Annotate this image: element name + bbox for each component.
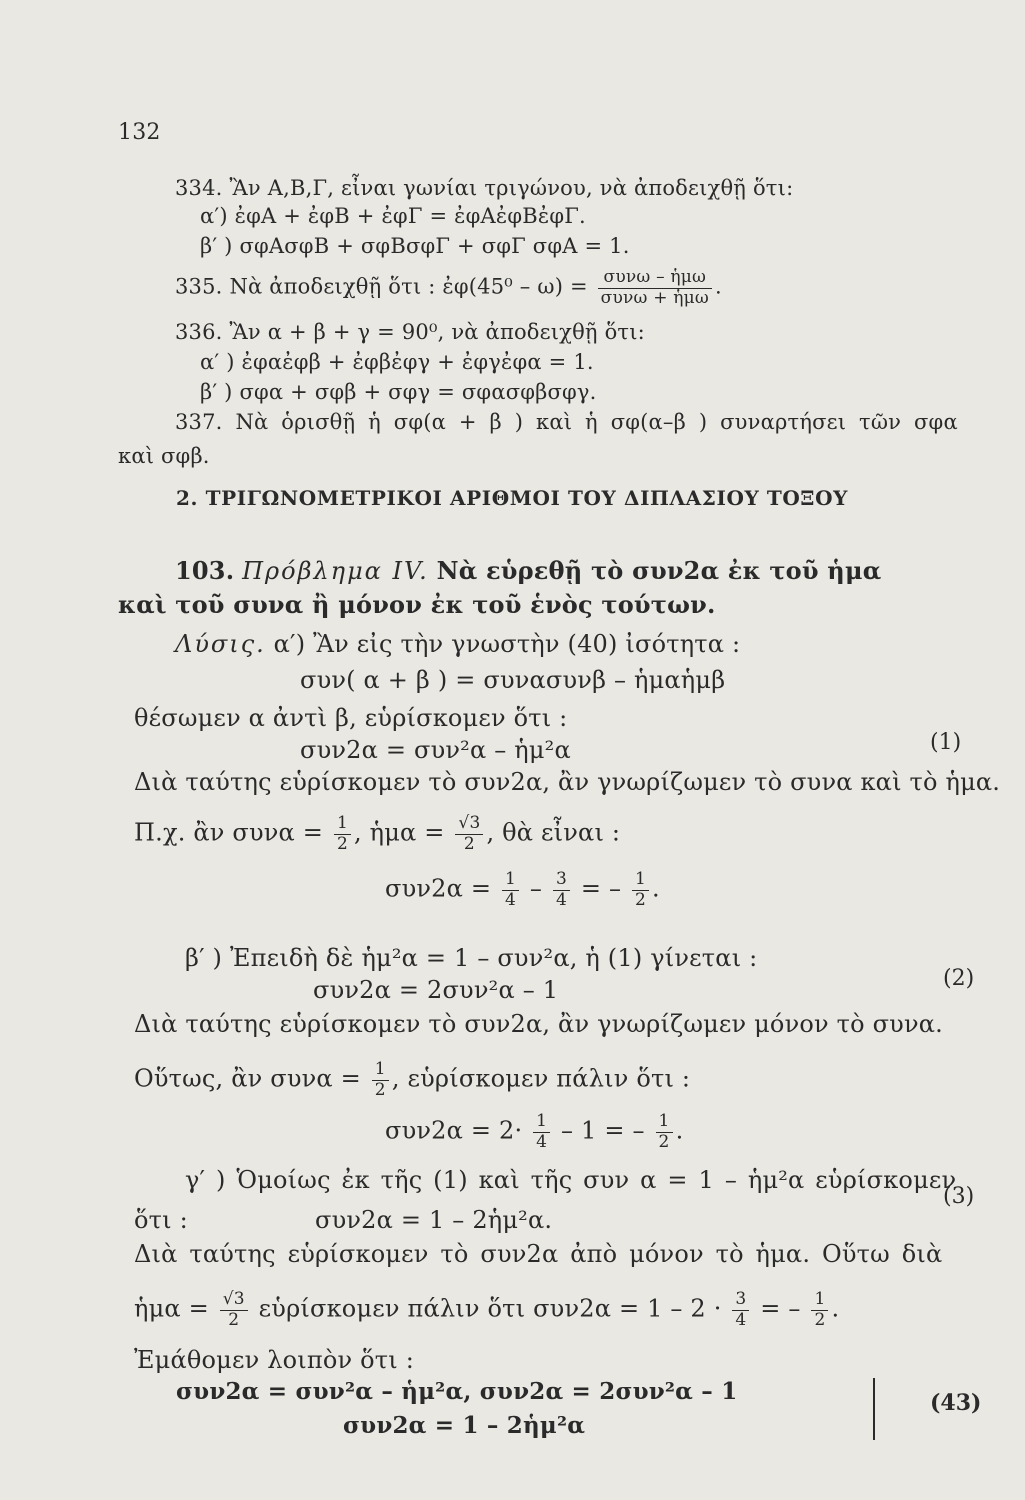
problem-label: Πρόβλημα IV. bbox=[242, 557, 429, 585]
problem-103 bbox=[175, 556, 881, 585]
equation-1: συν2α = συν²α – ἡμ²α bbox=[300, 736, 571, 764]
equation-sum-formula: συν( α + β ) = συνασυνβ – ἡμαἡμβ bbox=[300, 666, 726, 694]
fraction: $\frac{\text{συνω – ἡμω}}{\text{συνω + ἡμω}}$ bbox=[598, 268, 712, 308]
text-line: Διὰ ταύτης εὑρίσκομεν τὸ συν2α, ἂν γνωρίζωμεν μόνον τὸ συνα. bbox=[134, 1010, 943, 1038]
summary-line-1: συν2α = συν²α – ἡμ²α, συν2α = 2συν²α – 1 bbox=[176, 1378, 738, 1405]
solution-intro: Λύσις. α′) Ἂν εἰς τὴν γνωστὴν (40) ἰσότητα : bbox=[175, 630, 741, 658]
part-c-line: γ′ ) Ὁμοίως ἐκ τῆς (1) καὶ τῆς συν α = 1 – ἡμ²α εὑρίσκομεν bbox=[185, 1166, 957, 1194]
fraction: $\frac{3}{4}$ bbox=[553, 870, 570, 910]
text-line: ὅτι : bbox=[134, 1206, 188, 1234]
text-line: Ἐμάθομεν λοιπὸν ὅτι : bbox=[134, 1346, 414, 1374]
problem-334-b: β′ ) σφΑσφΒ + σφΒσφΓ + σφΓ σφΑ = 1. bbox=[200, 234, 630, 258]
equation-number-1: (1) bbox=[930, 730, 962, 755]
equation-number-2: (2) bbox=[943, 966, 975, 991]
problem-334-a: α′) ἐφΑ + ἐφΒ + ἐφΓ = ἐφΑἐφΒἐφΓ. bbox=[200, 204, 586, 228]
fraction: $\frac{√3}{2}$ bbox=[220, 1290, 248, 1330]
problem-text: Νὰ εὑρεθῇ τὸ συν2α ἐκ τοῦ ἡμα bbox=[436, 556, 882, 585]
problem-number: 103. bbox=[175, 556, 235, 585]
text-line: θέσωμεν α ἀντὶ β, εὑρίσκομεν ὅτι : bbox=[134, 704, 568, 732]
equation-number-43: (43) bbox=[930, 1390, 982, 1416]
solution-label: Λύσις. bbox=[175, 630, 266, 658]
fraction: $\frac{√3}{2}$ bbox=[455, 814, 483, 854]
text-line: Διὰ ταύτης εὑρίσκομεν τὸ συν2α ἀπὸ μόνον τὸ ἡμα. Οὕτω διὰ bbox=[134, 1240, 943, 1268]
problem-335: 335. Νὰ ἀποδειχθῇ ὅτι : ἐφ(45⁰ – ω) = $\frac{\text{συνω – ἡμω}}{\text{συνω + ἡμω}}$ . bbox=[175, 267, 722, 308]
example-1-result: συν2α = $\frac{1}{4}$ – $\frac{3}{4}$ = – $\frac{1}{2}$ . bbox=[385, 869, 660, 910]
problem-334 bbox=[175, 176, 793, 200]
problem-number: 337. bbox=[175, 410, 223, 434]
problem-336-a: α′ ) ἐφαἐφβ + ἐφβἐφγ + ἐφγἐφα = 1. bbox=[200, 350, 594, 374]
fraction: $\frac{1}{4}$ bbox=[533, 1112, 550, 1152]
equation-number-3: (3) bbox=[943, 1184, 975, 1209]
page-number: 132 bbox=[118, 120, 161, 145]
problem-text: Ἂν Α,Β,Γ, εἶναι γωνίαι τριγώνου, νὰ ἀποδειχθῇ ὅτι: bbox=[229, 176, 794, 200]
problem-text: Νὰ ὁρισθῇ ἡ σφ(α + β ) καὶ ἡ σφ(α–β ) συναρτήσει τῶν σφα bbox=[235, 410, 958, 434]
problem-number: 334. bbox=[175, 176, 223, 200]
fraction: $\frac{3}{4}$ bbox=[732, 1290, 749, 1330]
summary-divider bbox=[873, 1378, 875, 1440]
problem-text: Ἂν α + β + γ = 90⁰, νὰ ἀποδειχθῇ ὅτι: bbox=[229, 320, 645, 344]
problem-text: Νὰ ἀποδειχθῇ ὅτι : ἐφ(45⁰ – ω) = bbox=[229, 274, 588, 299]
problem-number: 335. bbox=[175, 274, 223, 299]
example-1: Π.χ. ἂν συνα = $\frac{1}{2}$ , ἡμα = $\frac{√3}{2}$ , θὰ εἶναι : bbox=[134, 813, 621, 854]
equation-2: συν2α = 2συν²α – 1 bbox=[313, 976, 559, 1004]
problem-336 bbox=[175, 320, 645, 344]
example-2-result: συν2α = 2· $\frac{1}{4}$ – 1 = – $\frac{1}{2}$ . bbox=[385, 1111, 684, 1152]
fraction: $\frac{1}{2}$ bbox=[334, 814, 351, 854]
problem-337 bbox=[175, 410, 958, 434]
equation-3: συν2α = 1 – 2ἡμ²α. bbox=[315, 1206, 553, 1234]
fraction: $\frac{1}{4}$ bbox=[502, 870, 519, 910]
problem-336-b: β′ ) σφα + σφβ + σφγ = σφασφβσφγ. bbox=[200, 380, 597, 404]
example-2: Οὕτως, ἂν συνα = $\frac{1}{2}$ , εὑρίσκομεν πάλιν ὅτι : bbox=[134, 1059, 691, 1100]
problem-337-cont: καὶ σφβ. bbox=[118, 444, 210, 468]
part-b-line: β′ ) Ἐπειδὴ δὲ ἡμ²α = 1 – συν²α, ἡ (1) γίνεται : bbox=[185, 944, 758, 972]
problem-number: 336. bbox=[175, 320, 223, 344]
summary-line-2: συν2α = 1 – 2ἡμ²α bbox=[343, 1412, 586, 1439]
text-line: Διὰ ταύτης εὑρίσκομεν τὸ συν2α, ἂν γνωρίζωμεν τὸ συνα καὶ τὸ ἡμα. bbox=[134, 768, 1001, 796]
fraction: $\frac{1}{2}$ bbox=[656, 1112, 673, 1152]
section-title: 2. ΤΡΙΓΩΝΟΜΕΤΡΙΚΟΙ ΑΡΙΘΜΟΙ ΤΟΥ ΔΙΠΛΑΣΙΟΥ ΤΟΞΟΥ bbox=[176, 486, 848, 510]
fraction: $\frac{1}{2}$ bbox=[372, 1060, 389, 1100]
fraction: $\frac{1}{2}$ bbox=[632, 870, 649, 910]
fraction: $\frac{1}{2}$ bbox=[811, 1290, 828, 1330]
example-3: ἡμα = $\frac{√3}{2}$ εὑρίσκομεν πάλιν ὅτι συν2α = 1 – 2 · $\frac{3}{4}$ = – $\frac{1}{2}$ . bbox=[134, 1289, 840, 1330]
problem-103-cont: καὶ τοῦ συνα ἢ μόνον ἐκ τοῦ ἑνὸς τούτων. bbox=[118, 590, 716, 619]
